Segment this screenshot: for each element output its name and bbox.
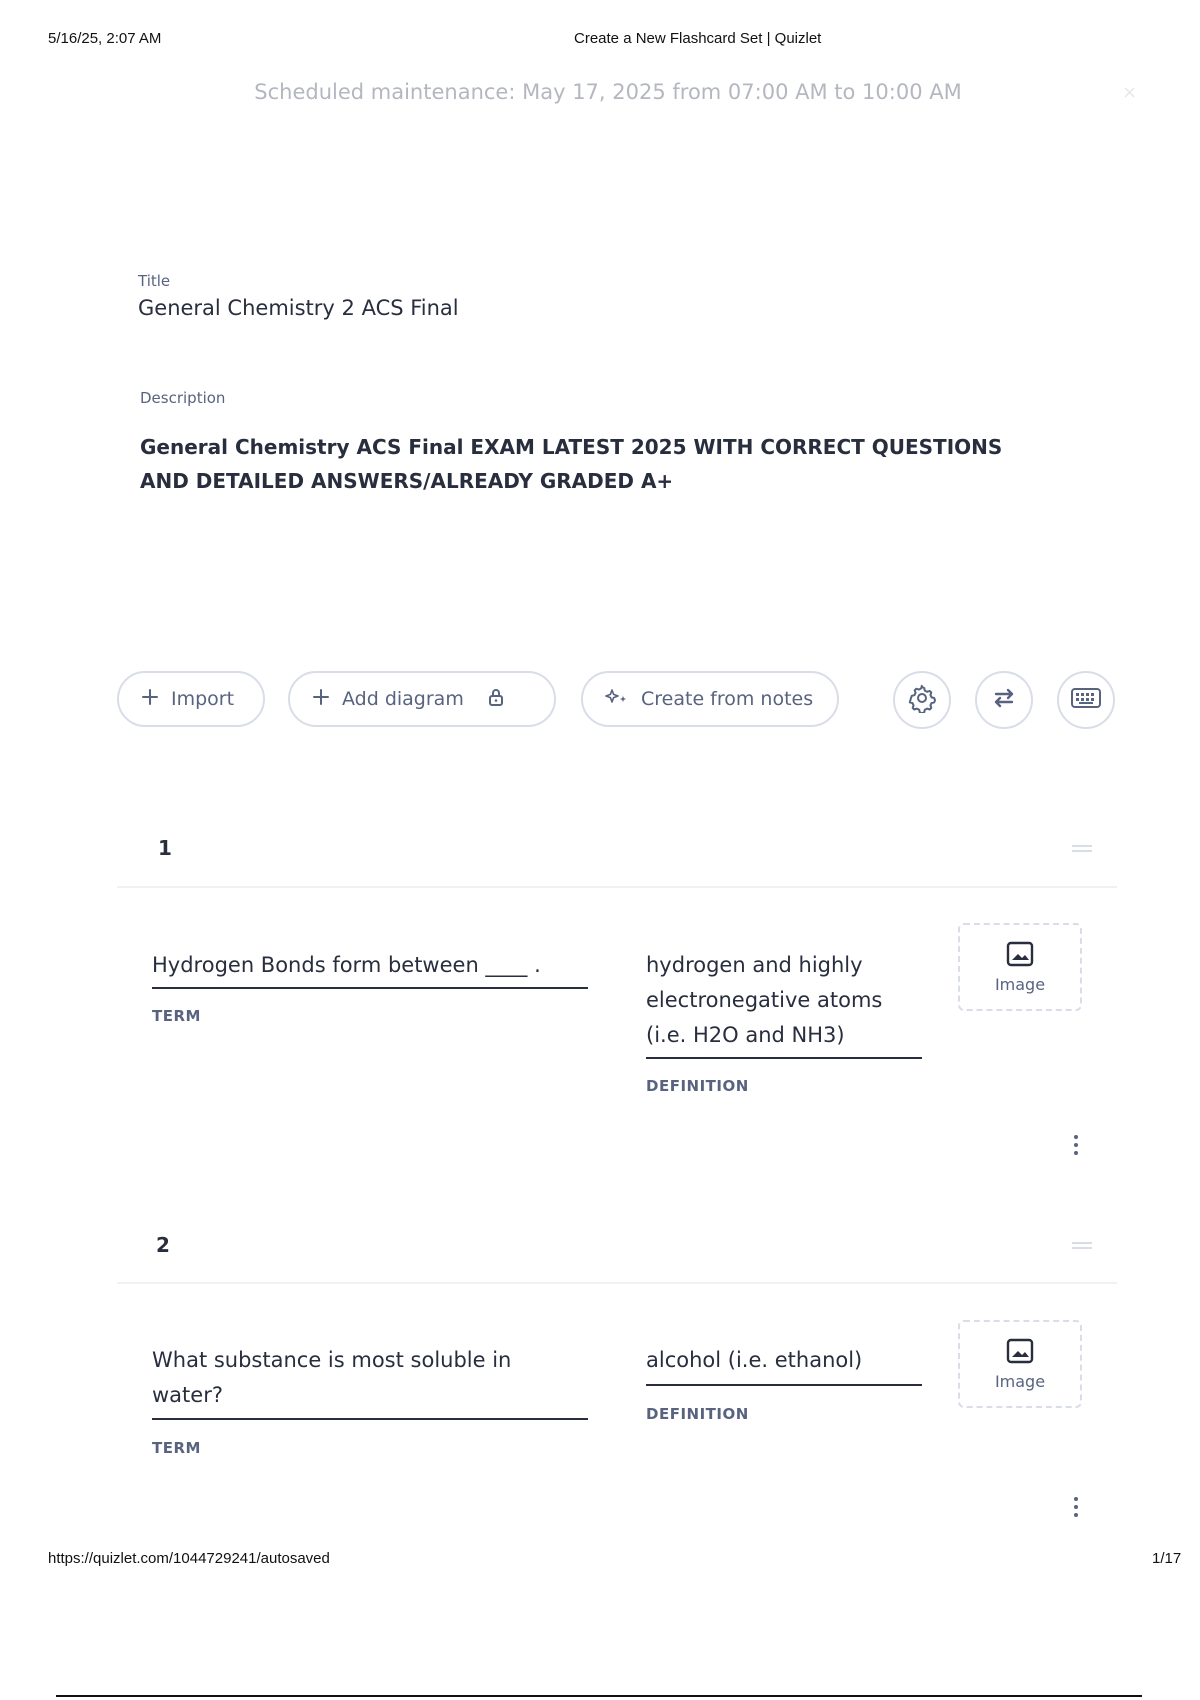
image-icon bbox=[1006, 941, 1034, 971]
term-underline bbox=[152, 1418, 588, 1420]
definition-underline bbox=[646, 1057, 922, 1059]
term-underline bbox=[152, 987, 588, 989]
definition-line: electronegative atoms bbox=[646, 988, 883, 1012]
print-page-title: Create a New Flashcard Set | Quizlet bbox=[574, 30, 822, 47]
card-divider bbox=[117, 886, 1117, 888]
term-line: What substance is most soluble in bbox=[152, 1348, 512, 1372]
lock-icon bbox=[486, 687, 506, 712]
definition-caption: DEFINITION bbox=[646, 1405, 749, 1423]
image-label: Image bbox=[994, 1371, 1046, 1391]
swap-arrows-icon bbox=[989, 683, 1019, 717]
import-label: Import bbox=[171, 688, 235, 710]
gear-icon bbox=[907, 683, 937, 717]
drag-handle-icon[interactable] bbox=[1072, 1239, 1092, 1252]
card-1-definition-input[interactable] bbox=[646, 948, 882, 1053]
card-2-number: 2 bbox=[156, 1233, 170, 1257]
drag-handle-icon[interactable] bbox=[1072, 842, 1092, 855]
settings-button[interactable] bbox=[893, 671, 951, 729]
keyboard-shortcuts-button[interactable] bbox=[1057, 671, 1115, 729]
flip-terms-button[interactable] bbox=[975, 671, 1033, 729]
card-2-term-input[interactable] bbox=[152, 1343, 511, 1413]
page-bottom-rule bbox=[56, 1695, 1142, 1697]
sparkle-icon bbox=[605, 687, 629, 712]
title-input[interactable]: General Chemistry 2 ACS Final bbox=[138, 296, 459, 320]
image-label: Image bbox=[994, 974, 1046, 994]
term-caption: TERM bbox=[152, 1439, 201, 1457]
definition-line: (i.e. H2O and NH3) bbox=[646, 1023, 845, 1047]
image-icon bbox=[1006, 1338, 1034, 1368]
add-diagram-label: Add diagram bbox=[342, 688, 464, 710]
plus-icon bbox=[312, 688, 330, 711]
card-1-add-image-button[interactable] bbox=[958, 923, 1082, 1011]
close-icon[interactable]: × bbox=[1122, 82, 1138, 103]
card-2-add-image-button[interactable] bbox=[958, 1320, 1082, 1408]
plus-icon bbox=[141, 688, 159, 711]
more-options-icon[interactable] bbox=[1073, 1497, 1079, 1517]
description-label: Description bbox=[140, 389, 226, 407]
print-url: https://quizlet.com/1044729241/autosaved bbox=[48, 1550, 330, 1567]
create-from-notes-button[interactable] bbox=[581, 671, 839, 727]
print-date: 5/16/25, 2:07 AM bbox=[48, 30, 162, 47]
title-label: Title bbox=[138, 272, 171, 290]
definition-line: hydrogen and highly bbox=[646, 953, 863, 977]
card-divider bbox=[117, 1282, 1117, 1284]
definition-caption: DEFINITION bbox=[646, 1077, 749, 1095]
maintenance-banner: Scheduled maintenance: May 17, 2025 from 07:00 AM to 10:00 AM bbox=[254, 80, 962, 104]
keyboard-icon bbox=[1070, 686, 1102, 714]
card-1-term-input[interactable]: Hydrogen Bonds form between ____ . bbox=[152, 953, 541, 977]
description-input[interactable]: General Chemistry ACS Final EXAM LATEST 2025 WITH CORRECT QUESTIONS AND DETAILED ANSWERS/ALREADY GRADED A+ bbox=[140, 435, 1003, 493]
term-line: water? bbox=[152, 1383, 223, 1407]
definition-underline bbox=[646, 1384, 922, 1386]
add-diagram-button[interactable] bbox=[288, 671, 556, 727]
print-page-number: 1/17 bbox=[1152, 1550, 1182, 1567]
more-options-icon[interactable] bbox=[1073, 1135, 1079, 1155]
create-from-notes-label: Create from notes bbox=[641, 688, 814, 710]
import-button[interactable] bbox=[117, 671, 265, 727]
card-2-definition-input[interactable]: alcohol (i.e. ethanol) bbox=[646, 1348, 863, 1372]
term-caption: TERM bbox=[152, 1007, 201, 1025]
card-1-number: 1 bbox=[158, 836, 172, 860]
